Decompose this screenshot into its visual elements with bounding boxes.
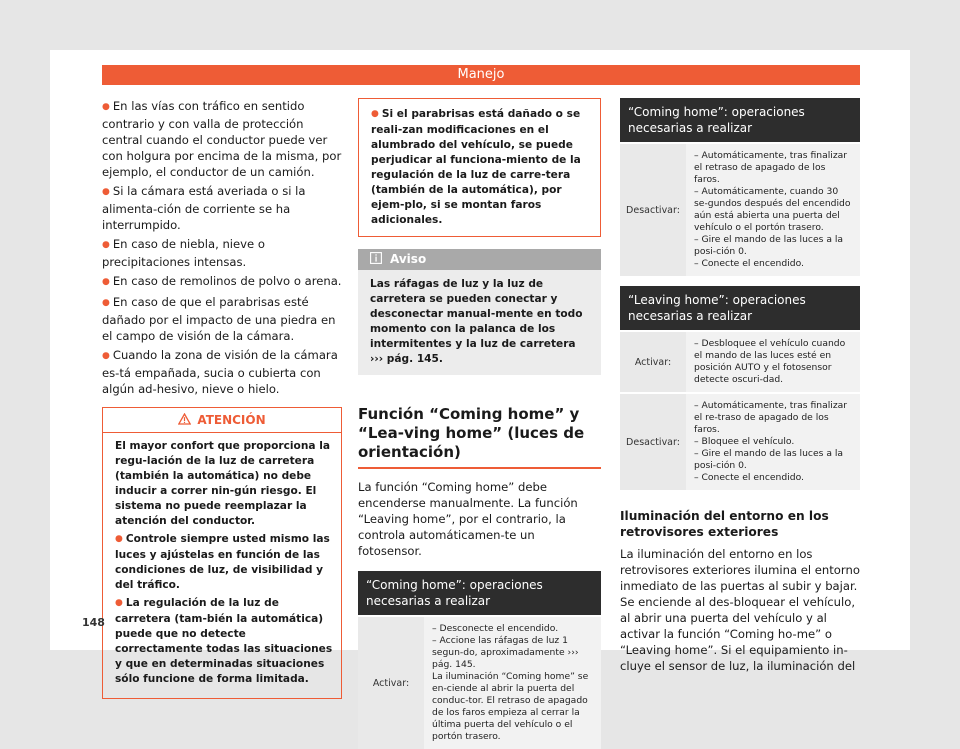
bullet-icon: ● — [102, 102, 110, 112]
list-item: ● En caso de niebla, nieve o precipitaciones intensas. — [102, 237, 265, 269]
leaving-home-table — [620, 286, 860, 490]
row-label: Activar: — [358, 617, 424, 749]
coming-home-table-continued — [620, 98, 860, 276]
section-paragraph: La función “Coming home” debe encenderse manualmente. La función “Leaving home”, por el contrario, la controla automáticamen-te un fotosensor. — [358, 480, 578, 558]
note-text: Las ráfagas de luz y la luz de carretera se pueden conectar y desconectar manual-mente en todo momento con la palanca de los intermitentes y la luz de carretera ››› pág. 145. — [370, 278, 583, 365]
note-header — [358, 249, 601, 270]
chapter-header: Manejo — [102, 65, 860, 85]
coming-home-table — [358, 571, 601, 749]
row-label: Desactivar: — [620, 394, 686, 490]
page-reference: ››› pág. 145. — [370, 353, 443, 365]
section-title: Función “Coming home” y “Lea-ving home” (luces de orientación) — [358, 405, 601, 469]
list-item: ● En las vías con tráfico en sentido contrario y con valla de protección central cuando el conductor puede ver con holgura por encima de la misma, por ejemplo, el conductor de un camión. — [102, 99, 342, 179]
subsection-paragraph: La iluminación del entorno en los retrovisores exteriores ilumina el entorno inmediato de las puertas al subir y bajar. Se enciende al des-bloquear el vehículo, al abrir una puerta del vehículo y al activar la función “Coming ho-me” o “Leaving home”. Si el equipamiento in-cluye el sensor de luz, la iluminación del — [620, 547, 860, 673]
table-title: “Coming home”: operaciones necesarias a realizar — [620, 98, 860, 144]
row-value: – Desbloquee el vehículo cuando el mando de las luces esté en posición AUTO y el fotosensor detecte oscuri-dad. — [686, 332, 860, 392]
table-title: “Leaving home”: operaciones necesarias a realizar — [620, 286, 860, 332]
row-value: – Desconecte el encendido. – Accione las ráfagas de luz 1 segun-do, aproximadamente ››› pág. 145. La iluminación “Coming home” se en-ciende al abrir la puerta del conduc-tor. El retraso de apagado de los faros empieza al cerrar la última puerta del vehículo o el portón trasero. — [424, 617, 601, 749]
bullet-icon: ● — [102, 351, 110, 361]
bullet-icon: ● — [102, 187, 110, 197]
note-body — [358, 270, 601, 375]
warning-box — [102, 407, 342, 699]
table-row — [620, 144, 860, 276]
row-value: – Automáticamente, tras finalizar el re-traso de apagado de los faros. – Bloquee el vehículo. – Gire el mando de las luces a la posi-ción 0. – Conecte el encendido. — [686, 394, 860, 490]
table-row — [620, 332, 860, 392]
table-title: “Coming home”: operaciones necesarias a realizar — [358, 571, 601, 617]
table-row — [358, 617, 601, 749]
list-item: ● Si el parabrisas está dañado o se reali-zan modificaciones en el alumbrado del vehículo, se puede perjudicar al funciona-miento de la regulación de la luz de carre-tera (también de la automática), por ejem-plo, si se montan faros adicionales. — [371, 108, 581, 226]
row-value: – Automáticamente, tras finalizar el retraso de apagado de los faros. – Automáticamente, cuando 30 se-gundos después del encendido aún está abierta una puerta del vehículo o el portón trasero. – Gire el mando de las luces a la posi-ción 0. – Conecte el encendido. — [686, 144, 860, 276]
list-item: ● La regulación de la luz de carretera (tam-bién la automática) puede que no detecte correctamente todas las situaciones y que en determinadas situaciones sólo funcione de forma limitada. — [115, 597, 333, 685]
row-label: Activar: — [620, 332, 686, 392]
column-right — [620, 98, 860, 677]
list-item: ● En caso de que el parabrisas esté dañado por el impacto de una piedra en el campo de visión de la cámara. — [102, 295, 336, 343]
warning-continuation-box — [358, 98, 601, 237]
bullet-icon: ● — [371, 109, 379, 119]
warning-header — [103, 408, 341, 433]
bullet-icon: ● — [102, 298, 110, 308]
row-label: Desactivar: — [620, 144, 686, 276]
note-title: Aviso — [390, 252, 427, 266]
bullet-icon: ● — [115, 598, 123, 608]
info-icon — [370, 252, 382, 264]
warning-triangle-icon — [178, 413, 191, 425]
bullet-icon: ● — [115, 534, 123, 544]
note-box — [358, 249, 601, 375]
warning-body — [103, 433, 341, 698]
warning-intro: El mayor confort que proporciona la regu-lación de la luz de carretera (también la automática) no debe inducir a correr nin-gún riesgo. El sistema no puede reemplazar la atención del conductor. — [115, 440, 330, 527]
list-item: ● En caso de remolinos de polvo o arena. — [102, 274, 342, 288]
bullet-icon: ● — [102, 277, 110, 287]
column-left — [102, 98, 342, 699]
list-item: ● Si la cámara está averiada o si la alimenta-ción de corriente se ha interrumpido. — [102, 184, 306, 232]
condition-list — [102, 98, 342, 397]
page-number: 148 — [82, 616, 105, 629]
list-item: ● Controle siempre usted mismo las luces y ajústelas en función de las condiciones de luz, de visibilidad y del tráfico. — [115, 533, 330, 591]
list-item: ● Cuando la zona de visión de la cámara es-tá empañada, sucia o cubierta con algún ad-hesivo, nieve o hielo. — [102, 348, 338, 396]
subsection-title: Iluminación del entorno en los retrovisores exteriores — [620, 509, 829, 539]
table-row — [620, 394, 860, 490]
bullet-icon: ● — [102, 240, 110, 250]
column-middle — [358, 98, 601, 749]
warning-title: ATENCIÓN — [197, 413, 266, 427]
